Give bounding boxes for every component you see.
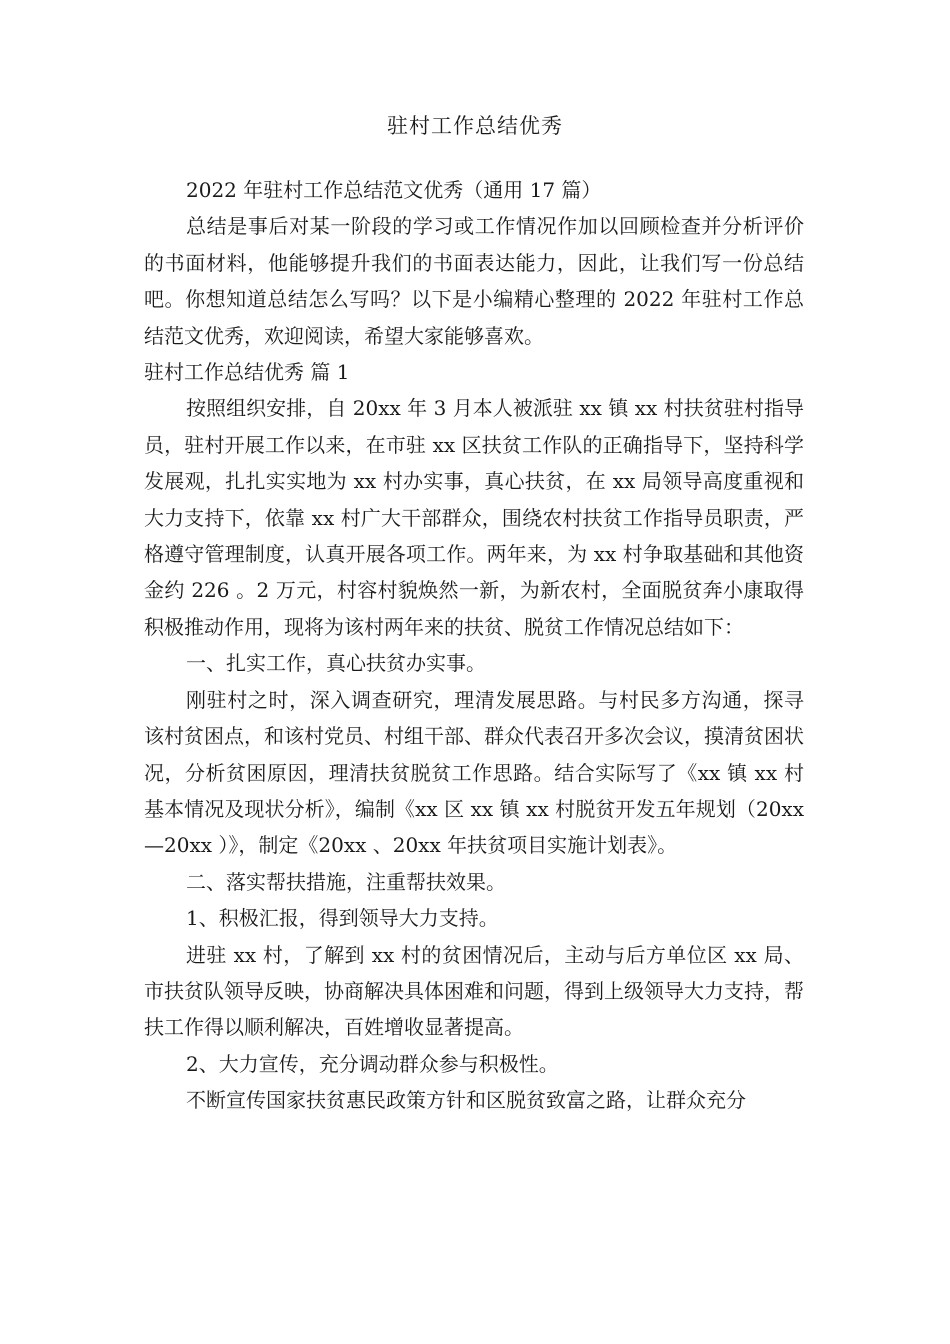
document-title: 驻村工作总结优秀 xyxy=(387,114,563,138)
paragraph: 刚驻村之时，深入调查研究，理清发展思路。与村民多方沟通，探寻该村贫困点，和该村党员、村组干部、群众代表召开多次会议，摸清贫困状况，分析贫困原因，理清扶贫脱贫工作思路。结合实际写了《xx 镇 xx 村基本情况及现状分析》，编制《xx 区 xx 镇 xx 村脱贫开发五年规划（20xx—20xx ）》，制定《20xx 、20xx 年扶贫项目实施计划表》。 xyxy=(144,687,804,858)
paragraph: 2、大力宣传，充分调动群众参与积极性。 xyxy=(186,1051,559,1076)
paragraph: 总结是事后对某一阶段的学习或工作情况作加以回顾检查并分析评价的书面材料，他能够提升我们的书面表达能力，因此，让我们写一份总结吧。你想知道总结怎么写吗？以下是小编精心整理的 2022 年驻村工作总结范文优秀，欢迎阅读，希望大家能够喜欢。 xyxy=(144,214,804,348)
paragraph: 按照组织安排，自 20xx 年 3 月本人被派驻 xx 镇 xx 村扶贫驻村指导员，驻村开展工作以来，在市驻 xx 区扶贫工作队的正确指导下，坚持科学发展观，扎扎实实地为 xx 村办实事，真心扶贫，在 xx 局领导高度重视和大力支持下，依靠 xx 村广大干部群众，围绕农村扶贫工作指导员职责，严格遵守管理制度，认真开展各项工作。两年来，为 xx 村争取基础和其他资金约 226 。2 万元，村容村貌焕然一新，为新农村，全面脱贫奔小康取得积极推动作用，现将为该村两年来的扶贫、脱贫工作情况总结如下： xyxy=(144,396,804,639)
paragraph: 1、积极汇报，得到领导大力支持。 xyxy=(186,906,499,931)
paragraph: 进驻 xx 村，了解到 xx 村的贫困情况后，主动与后方单位区 xx 局、市扶贫队领导反映，协商解决具体困难和问题，得到上级领导大力支持，帮扶工作得以顺利解决，百姓增收显著提高。 xyxy=(144,942,804,1040)
document-body xyxy=(144,172,804,1119)
paragraph: 不断宣传国家扶贫惠民政策方针和区脱贫致富之路，让群众充分 xyxy=(186,1088,746,1113)
paragraph: 一、扎实工作，真心扶贫办实事。 xyxy=(186,651,486,676)
paragraph: 二、落实帮扶措施，注重帮扶效果。 xyxy=(186,869,506,894)
paragraph: 驻村工作总结优秀 篇 1 xyxy=(144,360,350,385)
paragraph: 2022 年驻村工作总结范文优秀（通用 17 篇） xyxy=(186,178,602,202)
